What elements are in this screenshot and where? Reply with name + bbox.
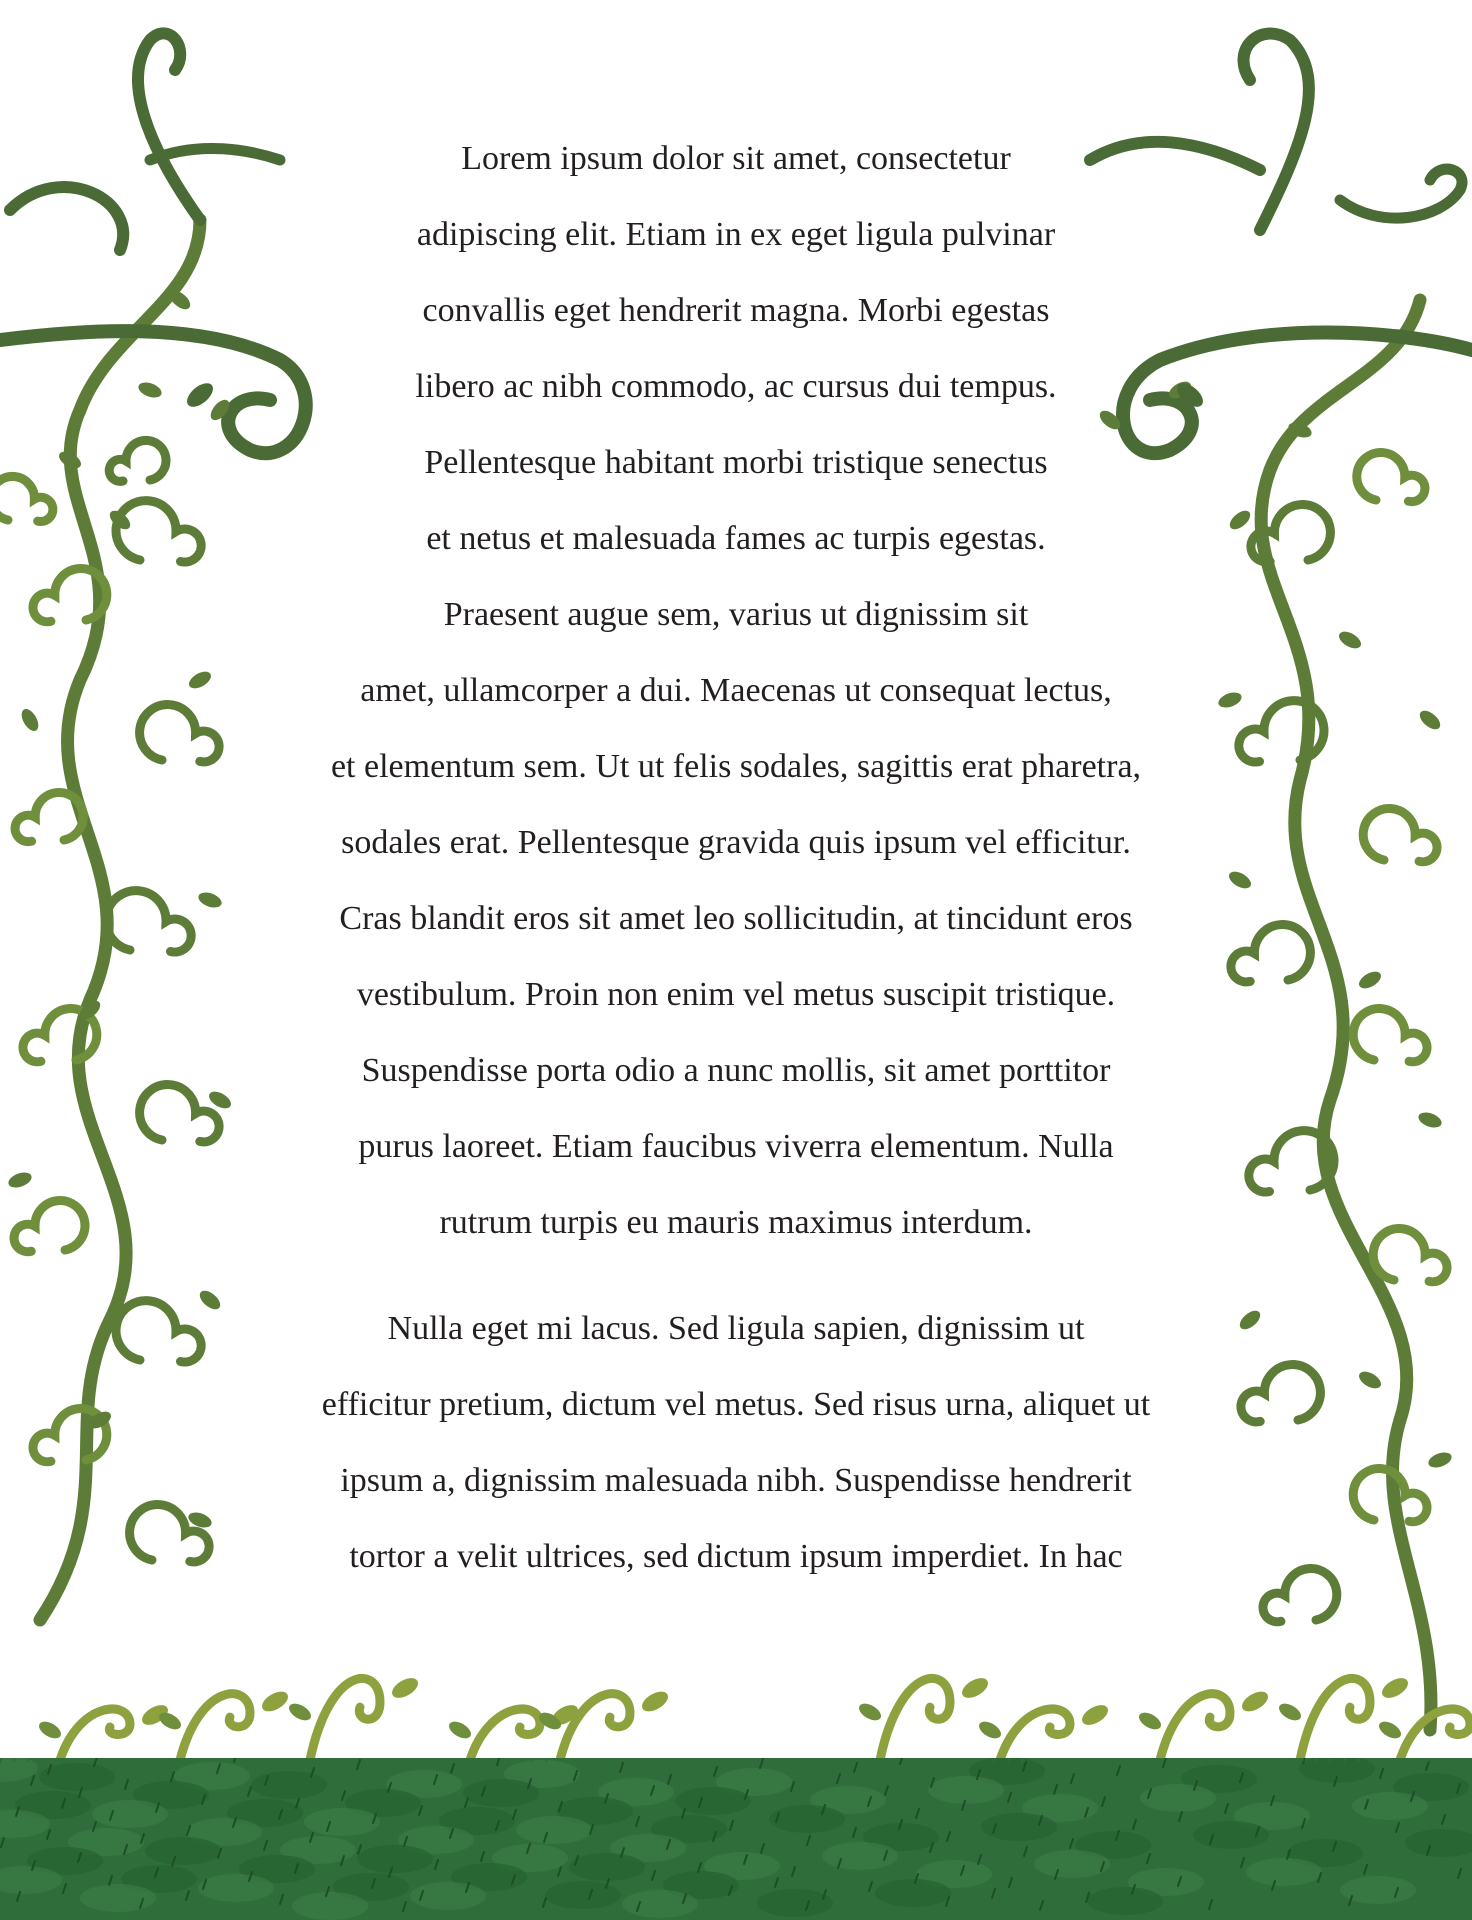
text-line: ipsum a, dignissim malesuada nibh. Suspendisse hendrerit [340,1462,1132,1499]
text-line: sodales erat. Pellentesque gravida quis ipsum vel efficitur. [341,824,1131,861]
text-line: et netus et malesuada fames ac turpis egestas. [426,520,1046,557]
text-line: Cras blandit eros sit amet leo sollicitudin, at tincidunt eros [339,900,1133,937]
text-line: rutrum turpis eu mauris maximus interdum. [439,1204,1033,1241]
text-line: Praesent augue sem, varius ut dignissim sit [443,596,1029,633]
text-line: adipiscing elit. Etiam in ex eget ligula pulvinar [416,216,1056,253]
text-line: Nulla eget mi lacus. Sed ligula sapien, dignissim ut [387,1310,1085,1347]
text-line: efficitur pretium, dictum vel metus. Sed risus urna, aliquet ut [321,1386,1151,1423]
text-line: purus laoreet. Etiam faucibus viverra elementum. Nulla [358,1128,1114,1165]
text-line: Suspendisse porta odio a nunc mollis, sit amet porttitor [361,1052,1111,1089]
hedge-ground-icon [0,1758,1472,1920]
text-line: libero ac nibh commodo, ac cursus dui tempus. [415,368,1057,405]
text-line: vestibulum. Proin non enim vel metus suscipit tristique. [356,976,1116,1013]
text-line: amet, ullamcorper a dui. Maecenas ut consequat lectus, [360,672,1112,709]
text-line: convallis eget hendrerit magna. Morbi egestas [422,292,1050,329]
text-line: Pellentesque habitant morbi tristique senectus [424,444,1048,481]
text-line: Lorem ipsum dolor sit amet, consectetur [461,140,1011,177]
sprout-row-icon [36,1674,1472,1760]
text-line: tortor a velit ultrices, sed dictum ipsum imperdiet. In hac [349,1538,1123,1575]
text-line: et elementum sem. Ut ut felis sodales, sagittis erat pharetra, [330,748,1142,785]
